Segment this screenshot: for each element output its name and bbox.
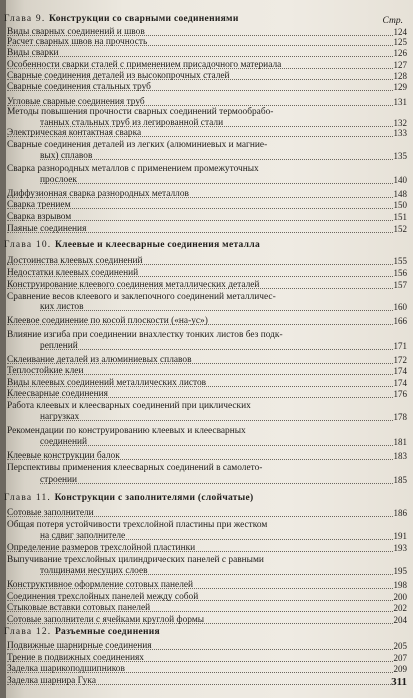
toc-entry-title: Виды сварки [7, 48, 59, 58]
toc-entry[interactable] [40, 437, 393, 448]
toc-entry[interactable] [40, 175, 393, 186]
toc-entry-title: Соединения трехслойных панелей между собой [7, 592, 199, 602]
chapter-title: Конструкции с заполнителями (слойчатые) [54, 493, 254, 503]
toc-page-number: 124 [393, 27, 407, 37]
toc-entry-title: Клеевое соединение по косой плоскости («на-ус») [7, 316, 208, 326]
toc-entry-title: Паяные соединения [7, 224, 87, 234]
toc-page-number: 202 [393, 603, 407, 613]
toc-entry[interactable] [40, 302, 393, 313]
chapter-title: Клеевые и клеесварные соединения металла [54, 240, 260, 250]
toc-entry[interactable] [7, 82, 393, 93]
toc-entry[interactable] [7, 463, 393, 474]
toc-entry[interactable] [7, 543, 393, 554]
toc-page-number: 195 [393, 566, 407, 576]
toc-entry[interactable] [7, 378, 393, 389]
toc-page-number: 125 [393, 37, 407, 47]
toc-entry[interactable] [7, 603, 393, 614]
toc-entry-title: Выпучивание трехслойных цилиндрических панелей с равными [7, 555, 264, 565]
toc-entry-title: Трение в подвижных соединениях [7, 653, 144, 663]
toc-entry[interactable] [7, 107, 393, 118]
toc-page-number: 207 [393, 653, 407, 663]
toc-entry[interactable] [7, 451, 393, 462]
toc-entry-title: на сдвиг заполнителе [40, 531, 126, 541]
toc-entry[interactable] [7, 316, 393, 327]
toc-page-number: 131 [393, 97, 407, 107]
chapter-label: Глава 11. [4, 493, 55, 503]
toc-entry-title: вых) сплавов [40, 151, 93, 161]
toc-entry[interactable] [7, 615, 393, 626]
toc-entry[interactable] [7, 555, 393, 566]
toc-page-number: 204 [393, 615, 407, 625]
toc-entry-title: Диффузионная сварка разнородных металлов [7, 189, 189, 199]
toc-page-number: 311 [391, 676, 407, 688]
toc-page-number: 129 [393, 82, 407, 92]
chapter-heading[interactable] [4, 14, 239, 24]
toc-page-number: 132 [393, 118, 407, 128]
dot-leader [40, 420, 393, 421]
toc-page-number: 183 [393, 451, 407, 461]
toc-page-number: 135 [393, 151, 407, 161]
toc-entry-title: Особенности сварки сталей с применением присадочного материала [7, 60, 282, 70]
toc-entry[interactable] [7, 60, 393, 71]
chapter-heading[interactable] [4, 493, 253, 503]
toc-entry-title: Сварные соединения деталей из легких (алюминиевых и магние- [7, 140, 268, 150]
toc-entry-title: Теплостойкие клеи [7, 366, 84, 376]
toc-entry-title: строении [40, 475, 78, 485]
toc-page-number: 157 [393, 280, 407, 290]
toc-entry[interactable] [7, 580, 393, 591]
toc-entry[interactable] [7, 520, 393, 531]
toc-entry-title: прослоек [40, 175, 77, 185]
page-column-header: Стр. [382, 16, 403, 26]
toc-entry[interactable] [40, 412, 393, 423]
toc-entry[interactable] [7, 389, 393, 400]
toc-entry[interactable] [40, 341, 393, 352]
toc-page-number: 176 [393, 389, 407, 399]
toc-page-number: 151 [393, 212, 407, 222]
toc-entry-title: Сотовые заполнители [7, 508, 94, 518]
toc-page-number: 198 [393, 580, 407, 590]
toc-entry-title: Конструктивное оформление сотовых панелей [7, 580, 194, 590]
toc-entry-title: Сотовые заполнители с ячейками круглой формы [7, 615, 205, 625]
toc-entry[interactable] [40, 475, 393, 486]
toc-entry[interactable] [7, 508, 393, 519]
toc-entry[interactable] [7, 140, 393, 151]
toc-entry[interactable] [40, 151, 393, 162]
toc-entry[interactable] [7, 426, 393, 437]
toc-entry[interactable] [7, 268, 393, 279]
toc-entry-title: Конструирование клеевого соединения металлических деталей [7, 280, 260, 290]
toc-page-number: 166 [393, 316, 407, 326]
toc-entry-title: Сварные соединения деталей из высокопрочных сталей [7, 71, 230, 81]
toc-entry[interactable] [7, 128, 393, 139]
toc-entry-title: Клеесварные соединения [7, 389, 108, 399]
toc-entry[interactable] [7, 664, 393, 675]
dot-leader [40, 183, 393, 184]
toc-page-number: 152 [393, 224, 407, 234]
toc-entry-title: Сварка взрывом [7, 212, 72, 222]
toc-entry-title: Недостатки клеевых соединений [7, 268, 139, 278]
toc-entry-title: Определение размеров трехслойной пластинки [7, 543, 196, 553]
toc-entry-title: Виды сварных соединений и швов [7, 27, 145, 37]
toc-page-number: 128 [393, 71, 407, 81]
toc-page-number: 140 [393, 175, 407, 185]
toc-page-number: 127 [393, 60, 407, 70]
toc-page-number: 185 [393, 475, 407, 485]
toc-page-number: 186 [393, 508, 407, 518]
toc-entry[interactable] [7, 256, 393, 267]
toc-entry-title: Стыковые вставки сотовых панелей [7, 603, 151, 613]
chapter-heading[interactable] [4, 240, 260, 250]
toc-page-number: 205 [393, 641, 407, 651]
chapter-label: Глава 10. [4, 240, 55, 250]
toc-page-number: 160 [393, 302, 407, 312]
toc-entry[interactable] [7, 224, 393, 235]
toc-entry[interactable] [7, 592, 393, 603]
dot-leader [7, 56, 393, 57]
toc-entry-title: Общая потеря устойчивости трехслойной пластины при жестком [7, 520, 268, 530]
toc-entry[interactable] [7, 71, 393, 82]
toc-page-number: 171 [393, 341, 407, 351]
toc-entry-title: Подвижные шарнирные соединения [7, 641, 152, 651]
toc-entry-title: Угловые сварные соединения труб [7, 97, 145, 107]
toc-entry-title: Заделка шарнира Гука [7, 676, 97, 686]
toc-entry[interactable] [7, 401, 393, 412]
toc-entry[interactable] [7, 355, 393, 366]
toc-entry-title: Влияние изгиба при соединении внахлестку тонких листов без подк- [7, 330, 283, 340]
toc-entry-title: нагрузках [40, 412, 80, 422]
toc-page-number: 150 [393, 200, 407, 210]
toc-page-number: 181 [393, 437, 407, 447]
toc-page-number: 191 [393, 531, 407, 541]
dot-leader [40, 445, 393, 446]
toc-page-number: 193 [393, 543, 407, 553]
toc-entry-title: Сварка трением [7, 200, 71, 210]
toc-entry[interactable] [7, 200, 393, 211]
toc-page-number: 148 [393, 189, 407, 199]
toc-page-number: 156 [393, 268, 407, 278]
toc-entry[interactable] [7, 164, 393, 175]
toc-entry[interactable] [7, 280, 393, 291]
toc-entry-title: Перспективы применения клеесварных соединений в самолето- [7, 463, 263, 473]
toc-page-number: 178 [393, 412, 407, 422]
toc-page-number: 133 [393, 128, 407, 138]
toc-entry[interactable] [40, 566, 393, 577]
toc-entry-title: Склеивание деталей из алюминиевых сплавов [7, 355, 192, 365]
toc-page-number: 200 [393, 592, 407, 602]
chapter-label: Глава 9. [4, 14, 49, 24]
toc-entry[interactable] [7, 653, 393, 664]
dot-leader [40, 310, 393, 311]
dot-leader [40, 483, 393, 484]
chapter-label: Глава 12. [4, 627, 55, 637]
toc-entry-title: Рекомендации по конструированию клеевых и клеесварных [7, 426, 246, 436]
toc-entry-title: Достоинства клеевых соединений [7, 256, 143, 266]
toc-entry-title: Сварные соединения стальных труб [7, 82, 151, 92]
chapter-title: Разъемные соединения [54, 627, 160, 637]
toc-page-number: 174 [393, 378, 407, 388]
toc-entry-title: Заделка шарикоподшипников [7, 664, 125, 674]
toc-entry-title: Виды клеевых соединений металлических листов [7, 378, 207, 388]
toc-entry[interactable] [7, 641, 393, 652]
toc-entry-title: Электрическая контактная сварка [7, 128, 142, 138]
toc-entry-title: танных стальных труб из легированной стали [40, 118, 224, 128]
dot-leader [40, 349, 393, 350]
page-edge-shadow [0, 0, 6, 698]
toc-page-number: 155 [393, 256, 407, 266]
toc-entry[interactable] [7, 48, 393, 59]
toc-entry-title: Сварка разнородных металлов с применением промежуточных [7, 164, 259, 174]
toc-entry[interactable] [7, 189, 393, 200]
toc-entry-title: Методы повышения прочности сварных соединений термообрабо- [7, 107, 274, 117]
toc-entry[interactable] [7, 212, 393, 223]
toc-entry-title: ких листов [40, 302, 84, 312]
toc-entry-title: соединений [40, 437, 88, 447]
toc-entry-title: толщинами несущих слоев [40, 566, 148, 576]
toc-page-number: 174 [393, 366, 407, 376]
toc-entry[interactable] [7, 330, 393, 341]
toc-entry[interactable] [40, 531, 393, 542]
toc-entry[interactable] [7, 366, 393, 377]
toc-page-number: 126 [393, 48, 407, 58]
toc-page-number: 172 [393, 355, 407, 365]
chapter-heading[interactable] [4, 627, 160, 637]
toc-entry-title: Расчет сварных швов на прочность [7, 37, 148, 47]
toc-entry[interactable] [7, 37, 393, 48]
toc-entry[interactable] [7, 676, 393, 687]
toc-entry-title: Сравнение весов клеевого и заклепочного соединений металличес- [7, 292, 276, 302]
toc-entry-title: Клеевые конструкции балок [7, 451, 120, 461]
chapter-title: Конструкции со сварными соединениями [49, 14, 239, 24]
toc-entry-title: реплений [40, 341, 78, 351]
toc-page-number: 209 [393, 664, 407, 674]
toc-entry-title: Работа клеевых и клеесварных соединений при циклических [7, 401, 251, 411]
